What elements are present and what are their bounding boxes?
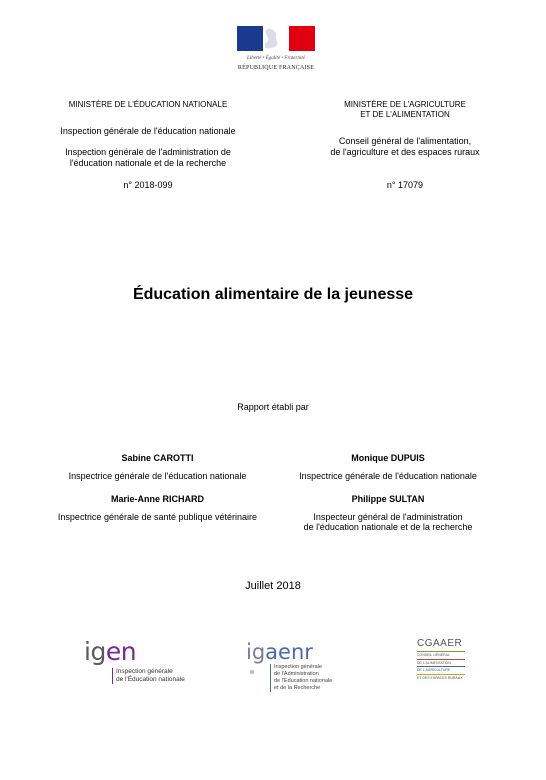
- dot-icon: [250, 670, 254, 674]
- cgaaer-wordmark: CGAAER: [417, 638, 463, 649]
- igen-subtitle: Inspection générale de l'Éducation nationale: [112, 668, 206, 684]
- author-name: Sabine CAROTTI: [121, 453, 194, 463]
- left-ministry-name: MINISTÈRE DE L'ÉDUCATION NATIONALE: [68, 100, 228, 109]
- right-ministry-body-line1: Conseil général de l'alimentation,: [338, 136, 472, 146]
- author-1: [50, 453, 265, 481]
- author-2: [293, 453, 483, 481]
- left-ministry-body2-line2: l'éducation nationale et de la recherche: [69, 158, 227, 168]
- divider: [417, 659, 465, 660]
- igen-wordmark: igen: [84, 637, 137, 666]
- igen-logo: [84, 638, 204, 688]
- igaenr-subtitle: Inspection générale de l'Administration de l'Éducation nationale et de la Recherche: [270, 664, 352, 692]
- author-name: Marie-Anne RICHARD: [110, 494, 204, 504]
- divider: [417, 674, 465, 675]
- igaenr-wordmark: igaenr: [246, 640, 313, 664]
- author-role: Inspectrice générale de santé publique vétérinaire: [57, 512, 258, 522]
- republic-motto: Liberté • Égalité • Fraternité: [247, 56, 305, 61]
- right-ministry-body-line2: de l'agriculture et des espaces ruraux: [330, 147, 480, 157]
- right-ministry-name-line2: ET DE L'ALIMENTATION: [360, 110, 450, 119]
- author-name: Monique DUPUIS: [351, 453, 425, 463]
- divider: [417, 651, 465, 652]
- igaenr-logo: [246, 640, 356, 700]
- left-ministry-body2-line1: Inspection générale de l'administration de: [65, 147, 231, 157]
- cgaaer-logo: CGAAER CONSEIL GÉNÉRAL DE L'ALIMENTATION DE L'AGRICULTURE ET DES ESPACES RURAUX: [417, 638, 467, 698]
- author-role: Inspectrice générale de l'éducation nationale: [68, 471, 247, 481]
- republique-francaise-logo: [236, 26, 316, 76]
- author-role-line1: Inspecteur général de l'administration: [313, 512, 463, 522]
- left-ministry-body1: Inspection générale de l'éducation nationale: [60, 126, 236, 136]
- author-role-line2: de l'éducation nationale et de la recherche: [303, 522, 473, 532]
- author-name: Philippe SULTAN: [351, 494, 425, 504]
- marianne-profile-icon: [263, 26, 289, 51]
- right-ministry-name-line1: MINISTÈRE DE L'AGRICULTURE: [344, 100, 466, 109]
- report-by-label: Rapport établi par: [237, 402, 309, 412]
- author-3: [50, 494, 265, 522]
- author-role: Inspectrice générale de l'éducation nationale: [299, 471, 477, 481]
- divider: [417, 666, 465, 667]
- left-report-number: n° 2018-099: [123, 180, 173, 190]
- right-report-number: n° 17079: [386, 180, 424, 190]
- report-date: Juillet 2018: [245, 580, 301, 592]
- marianne-flag-icon: [237, 26, 315, 51]
- author-4: [293, 494, 483, 532]
- report-title: Éducation alimentaire de la jeunesse: [132, 286, 414, 303]
- republique-francaise-label: RÉPUBLIQUE FRANÇAISE: [237, 65, 315, 71]
